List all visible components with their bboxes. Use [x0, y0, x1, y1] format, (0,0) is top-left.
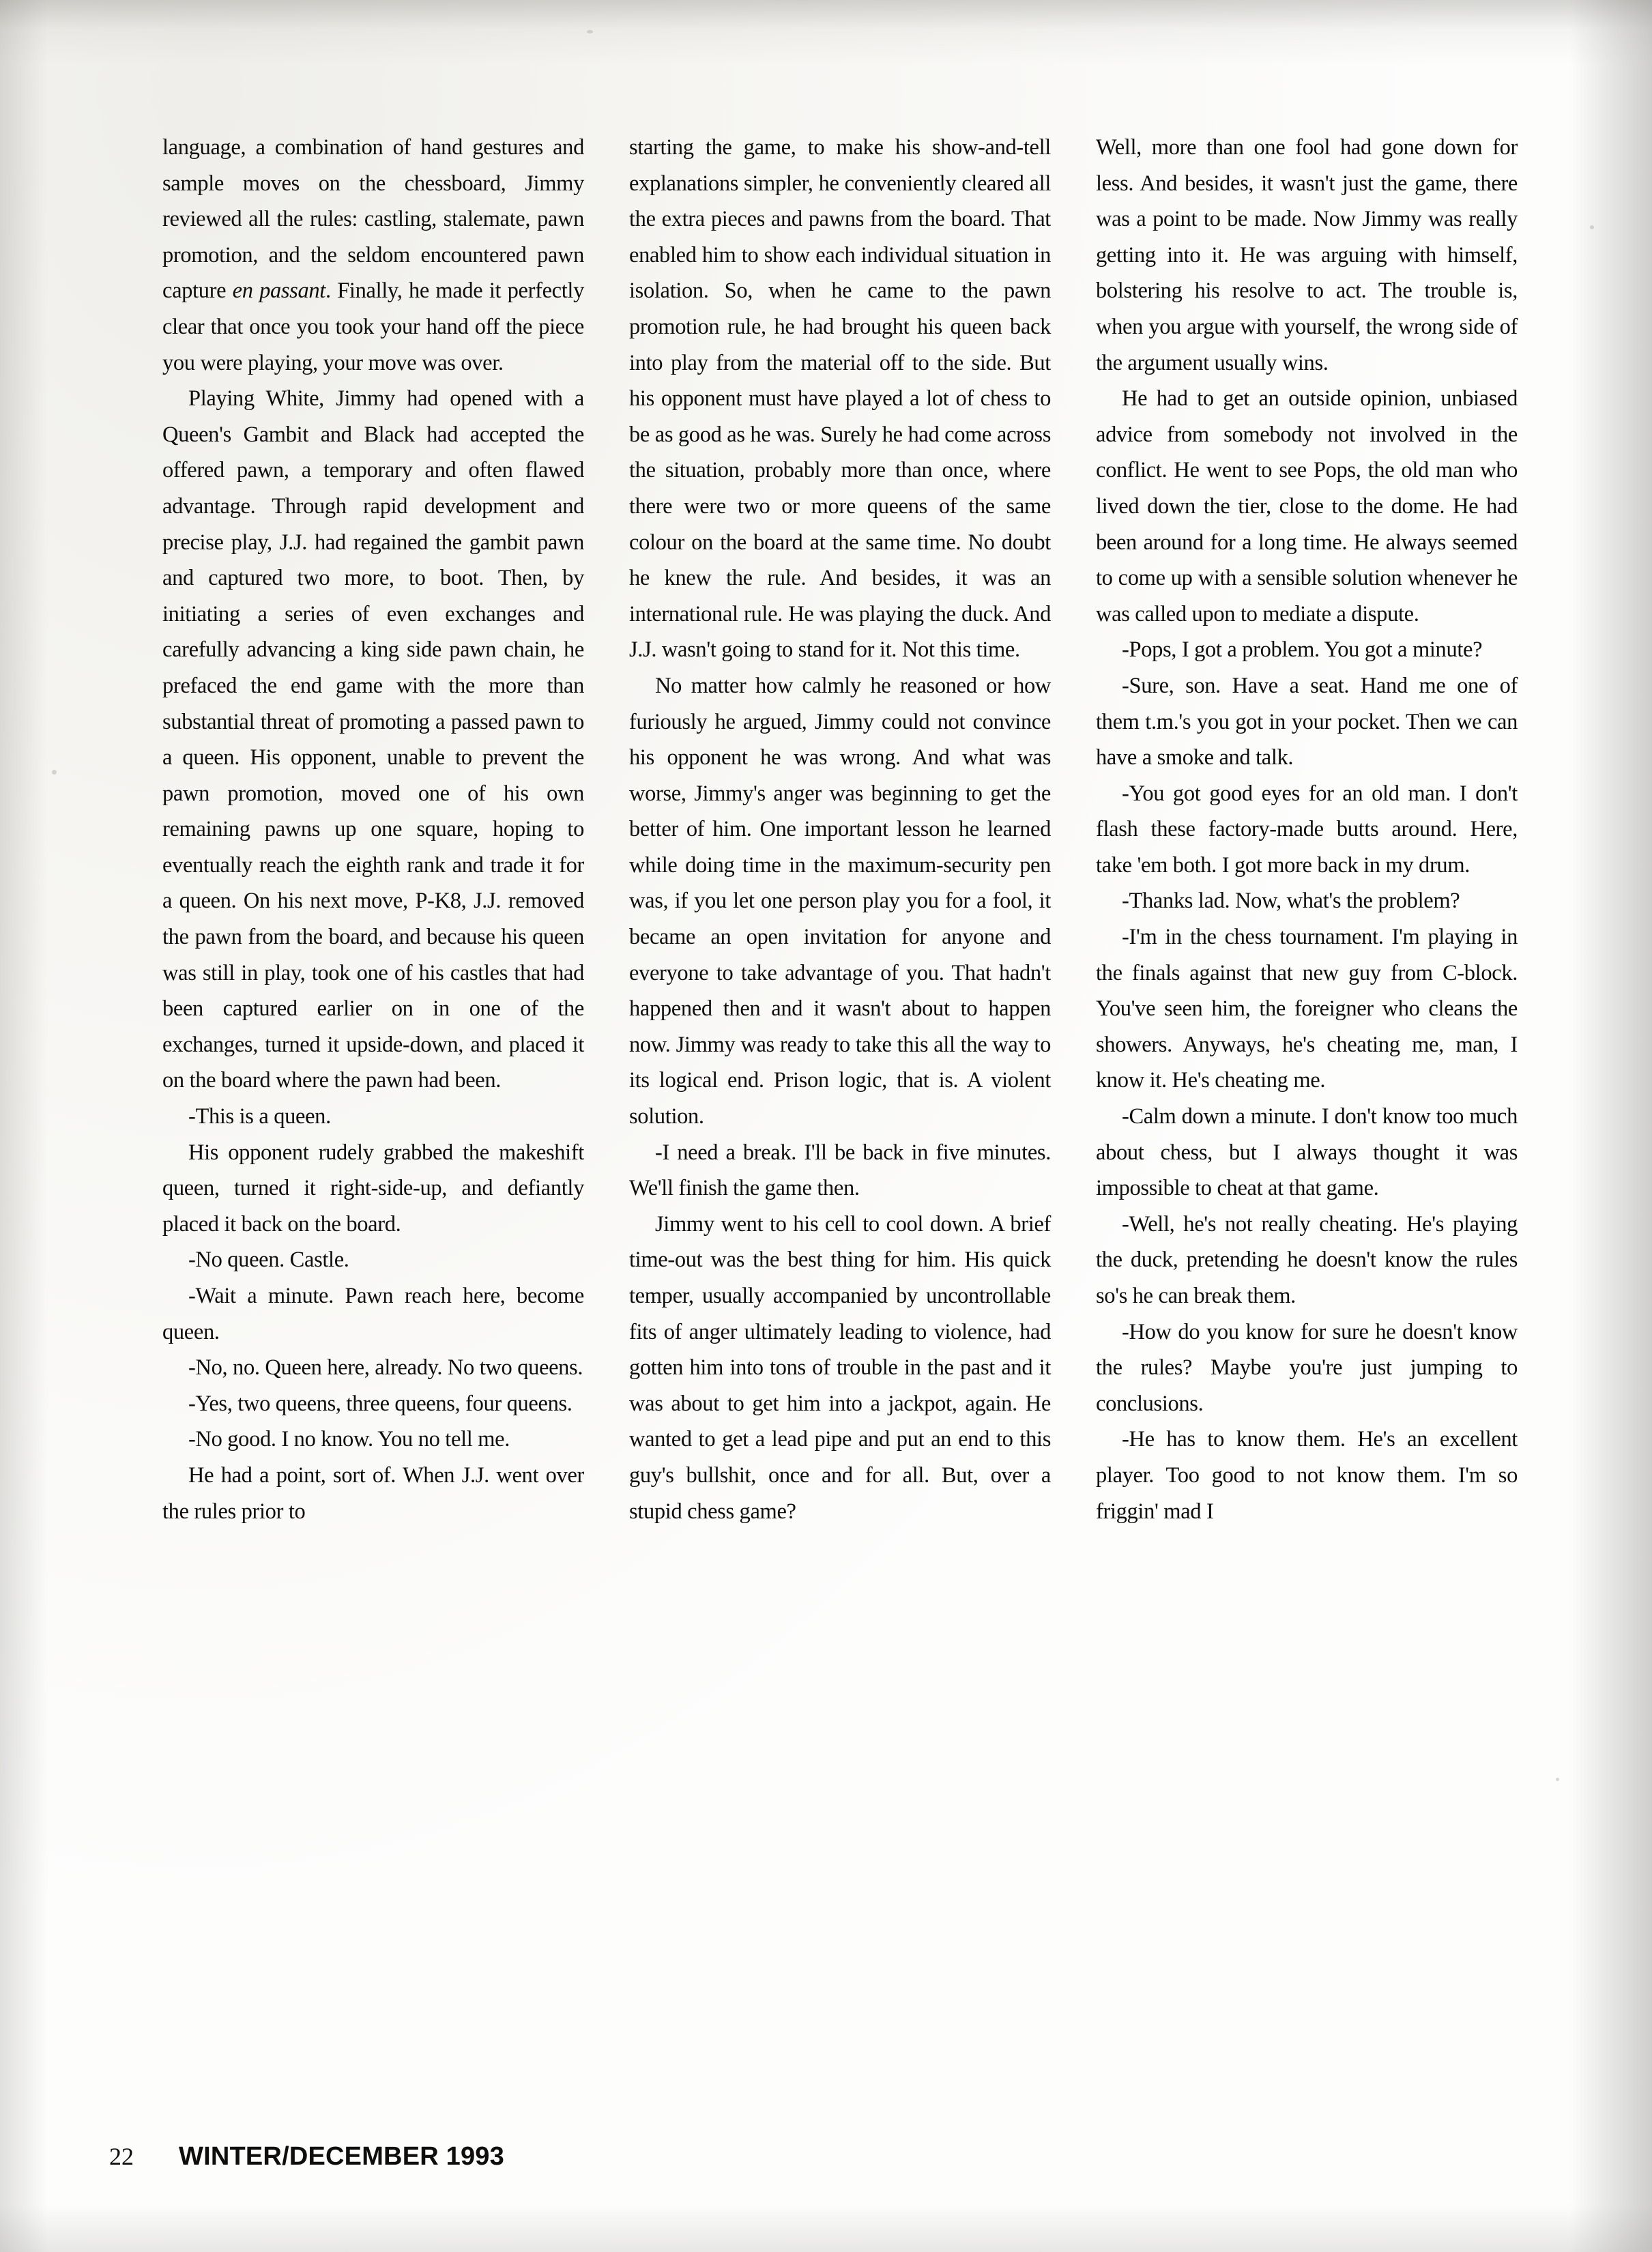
- paragraph: No matter how calmly he reasoned or how furiously he argued, Jimmy could not convince his opponent he was wrong. And what was worse, Jimmy's anger was beginning to get the better of him. One important lesson he learned while doing time in the maximum-security pen was, if you let one person play you for a fool, it became an open invitation for anyone and everyone to take advantage of you. That hadn't happened then and it wasn't about to happen now. Jimmy was ready to take this all the way to its logical end. Prison logic, that is. A violent solution.: [629, 673, 1051, 1129]
- dialogue-line: -Wait a minute. Pawn reach here, become queen.: [162, 1284, 584, 1344]
- dialogue-line: -How do you know for sure he doesn't know the rules? Maybe you're just jumping to conclusions.: [1096, 1319, 1518, 1416]
- paragraph: Jimmy went to his cell to cool down. A brief time-out was the best thing for him. His quick temper, usually accompanied by uncontrollable fits of anger ultimately leading to violence, had gotten him into tons of trouble in the past and it was about to get him into a jackpot, again. He wanted to get a lead pipe and put an end to this guy's bullshit, once and for all. But, over a stupid chess game?: [629, 1211, 1051, 1524]
- scan-speck: [1556, 1778, 1559, 1781]
- text-column-1: [162, 130, 584, 2088]
- scan-speck: [587, 30, 593, 33]
- page-footer: [109, 2142, 504, 2171]
- dialogue-line: -Yes, two queens, three queens, four queens.: [188, 1391, 573, 1416]
- page-edge-shadow-bottom: [0, 2204, 1652, 2252]
- scan-speck: [52, 770, 57, 775]
- dialogue-line: -I need a break. I'll be back in five minutes. We'll finish the game then.: [629, 1140, 1051, 1201]
- italic-phrase-en-passant: en passant: [232, 278, 325, 304]
- page-edge-shadow-right: [1570, 0, 1652, 2252]
- paragraph: He had a point, sort of. When J.J. went over the rules prior to: [162, 1462, 584, 1524]
- dialogue-line: -I'm in the chess tournament. I'm playing in the finals against that new guy from C-block. You've seen him, the foreigner who cleans the showers. Anyways, he's cheating me, man, I know it. He's cheating me.: [1096, 925, 1518, 1093]
- scan-speck: [1590, 225, 1594, 229]
- dialogue-line: -Pops, I got a problem. You got a minute?: [1122, 637, 1483, 663]
- dialogue-line: -Thanks lad. Now, what's the problem?: [1122, 889, 1460, 914]
- paragraph: His opponent rudely grabbed the makeshift queen, turned it right-side-up, and defiantly placed it back on the board.: [162, 1140, 584, 1237]
- paragraph: language, a combination of hand gestures and sample moves on the chessboard, Jimmy reviewed all the rules: castling, stalemate, pawn promotion, and the seldom encountered pawn capture en passant. Finally, he made it perfectly clear that once you took your hand off the piece you were playing, your move was over.: [162, 135, 584, 375]
- paragraph: Well, more than one fool had gone down for less. And besides, it wasn't just the game, there was a point to be made. Now Jimmy was really getting into it. He was arguing with himself, bolstering his resolve to act. The trouble is, when you argue with yourself, the wrong side of the argument usually wins.: [1096, 135, 1518, 375]
- page-edge-shadow-top: [0, 0, 1652, 66]
- paragraph: Playing White, Jimmy had opened with a Queen's Gambit and Black had accepted the offered pawn, a temporary and often flawed advantage. Through rapid development and precise play, J.J. had regained the gambit pawn and captured two more, to boot. Then, by initiating a series of even exchanges and carefully advancing a king side pawn chain, he prefaced the end game with the more than substantial threat of promoting a passed pawn to a queen. His opponent, unable to prevent the pawn promotion, moved one of his own remaining pawns up one square, hoping to eventually reach the eighth rank and trade it for a queen. On his next move, P-K8, J.J. removed the pawn from the board, and because his queen was still in play, took one of his castles that had been captured earlier on in one of the exchanges, turned it upside-down, and placed it on the board where the pawn had been.: [162, 386, 584, 1093]
- text-column-3: [1096, 130, 1518, 2088]
- page-number: 22: [109, 2143, 134, 2170]
- text-column-2: [629, 130, 1051, 2088]
- dialogue-line: -This is a queen.: [188, 1104, 331, 1129]
- dialogue-line: -No, no. Queen here, already. No two queens.: [188, 1355, 583, 1381]
- issue-label: WINTER/DECEMBER 1993: [179, 2142, 504, 2171]
- dialogue-line: -Sure, son. Have a seat. Hand me one of them t.m.'s you got in your pocket. Then we can have a smoke and talk.: [1096, 673, 1518, 770]
- page-edge-shadow-left: [0, 0, 48, 2252]
- paragraph: He had to get an outside opinion, unbiased advice from somebody not involved in the conflict. He went to see Pops, the old man who lived down the tier, close to the dome. He had been around for a long time. He always seemed to come up with a sensible solution whenever he was called upon to mediate a dispute.: [1096, 386, 1518, 626]
- dialogue-line: -Well, he's not really cheating. He's playing the duck, pretending he doesn't know the rules so's he can break them.: [1096, 1211, 1518, 1308]
- article-body: [162, 130, 1520, 2088]
- dialogue-line: -He has to know them. He's an excellent player. Too good to not know them. I'm so friggin' mad I: [1096, 1427, 1518, 1524]
- paragraph: starting the game, to make his show-and-tell explanations simpler, he conveniently cleared all the extra pieces and pawns from the board. That enabled him to show each individual situation in isolation. So, when he came to the pawn promotion rule, he had brought his queen back into play from the material off to the side. But his opponent must have played a lot of chess to be as good as he was. Surely he had come across the situation, probably more than once, where there were two or more queens of the same colour on the board at the same time. No doubt he knew the rule. And besides, it was an international rule. He was playing the duck. And J.J. wasn't going to stand for it. Not this time.: [629, 135, 1052, 663]
- dialogue-line: -No queen. Castle.: [188, 1247, 349, 1273]
- dialogue-line: -Calm down a minute. I don't know too much about chess, but I always thought it was impossible to cheat at that game.: [1096, 1104, 1518, 1201]
- dialogue-line: -You got good eyes for an old man. I don't flash these factory-made butts around. Here, take 'em both. I got more back in my drum.: [1096, 781, 1518, 878]
- dialogue-line: -No good. I no know. You no tell me.: [188, 1427, 510, 1452]
